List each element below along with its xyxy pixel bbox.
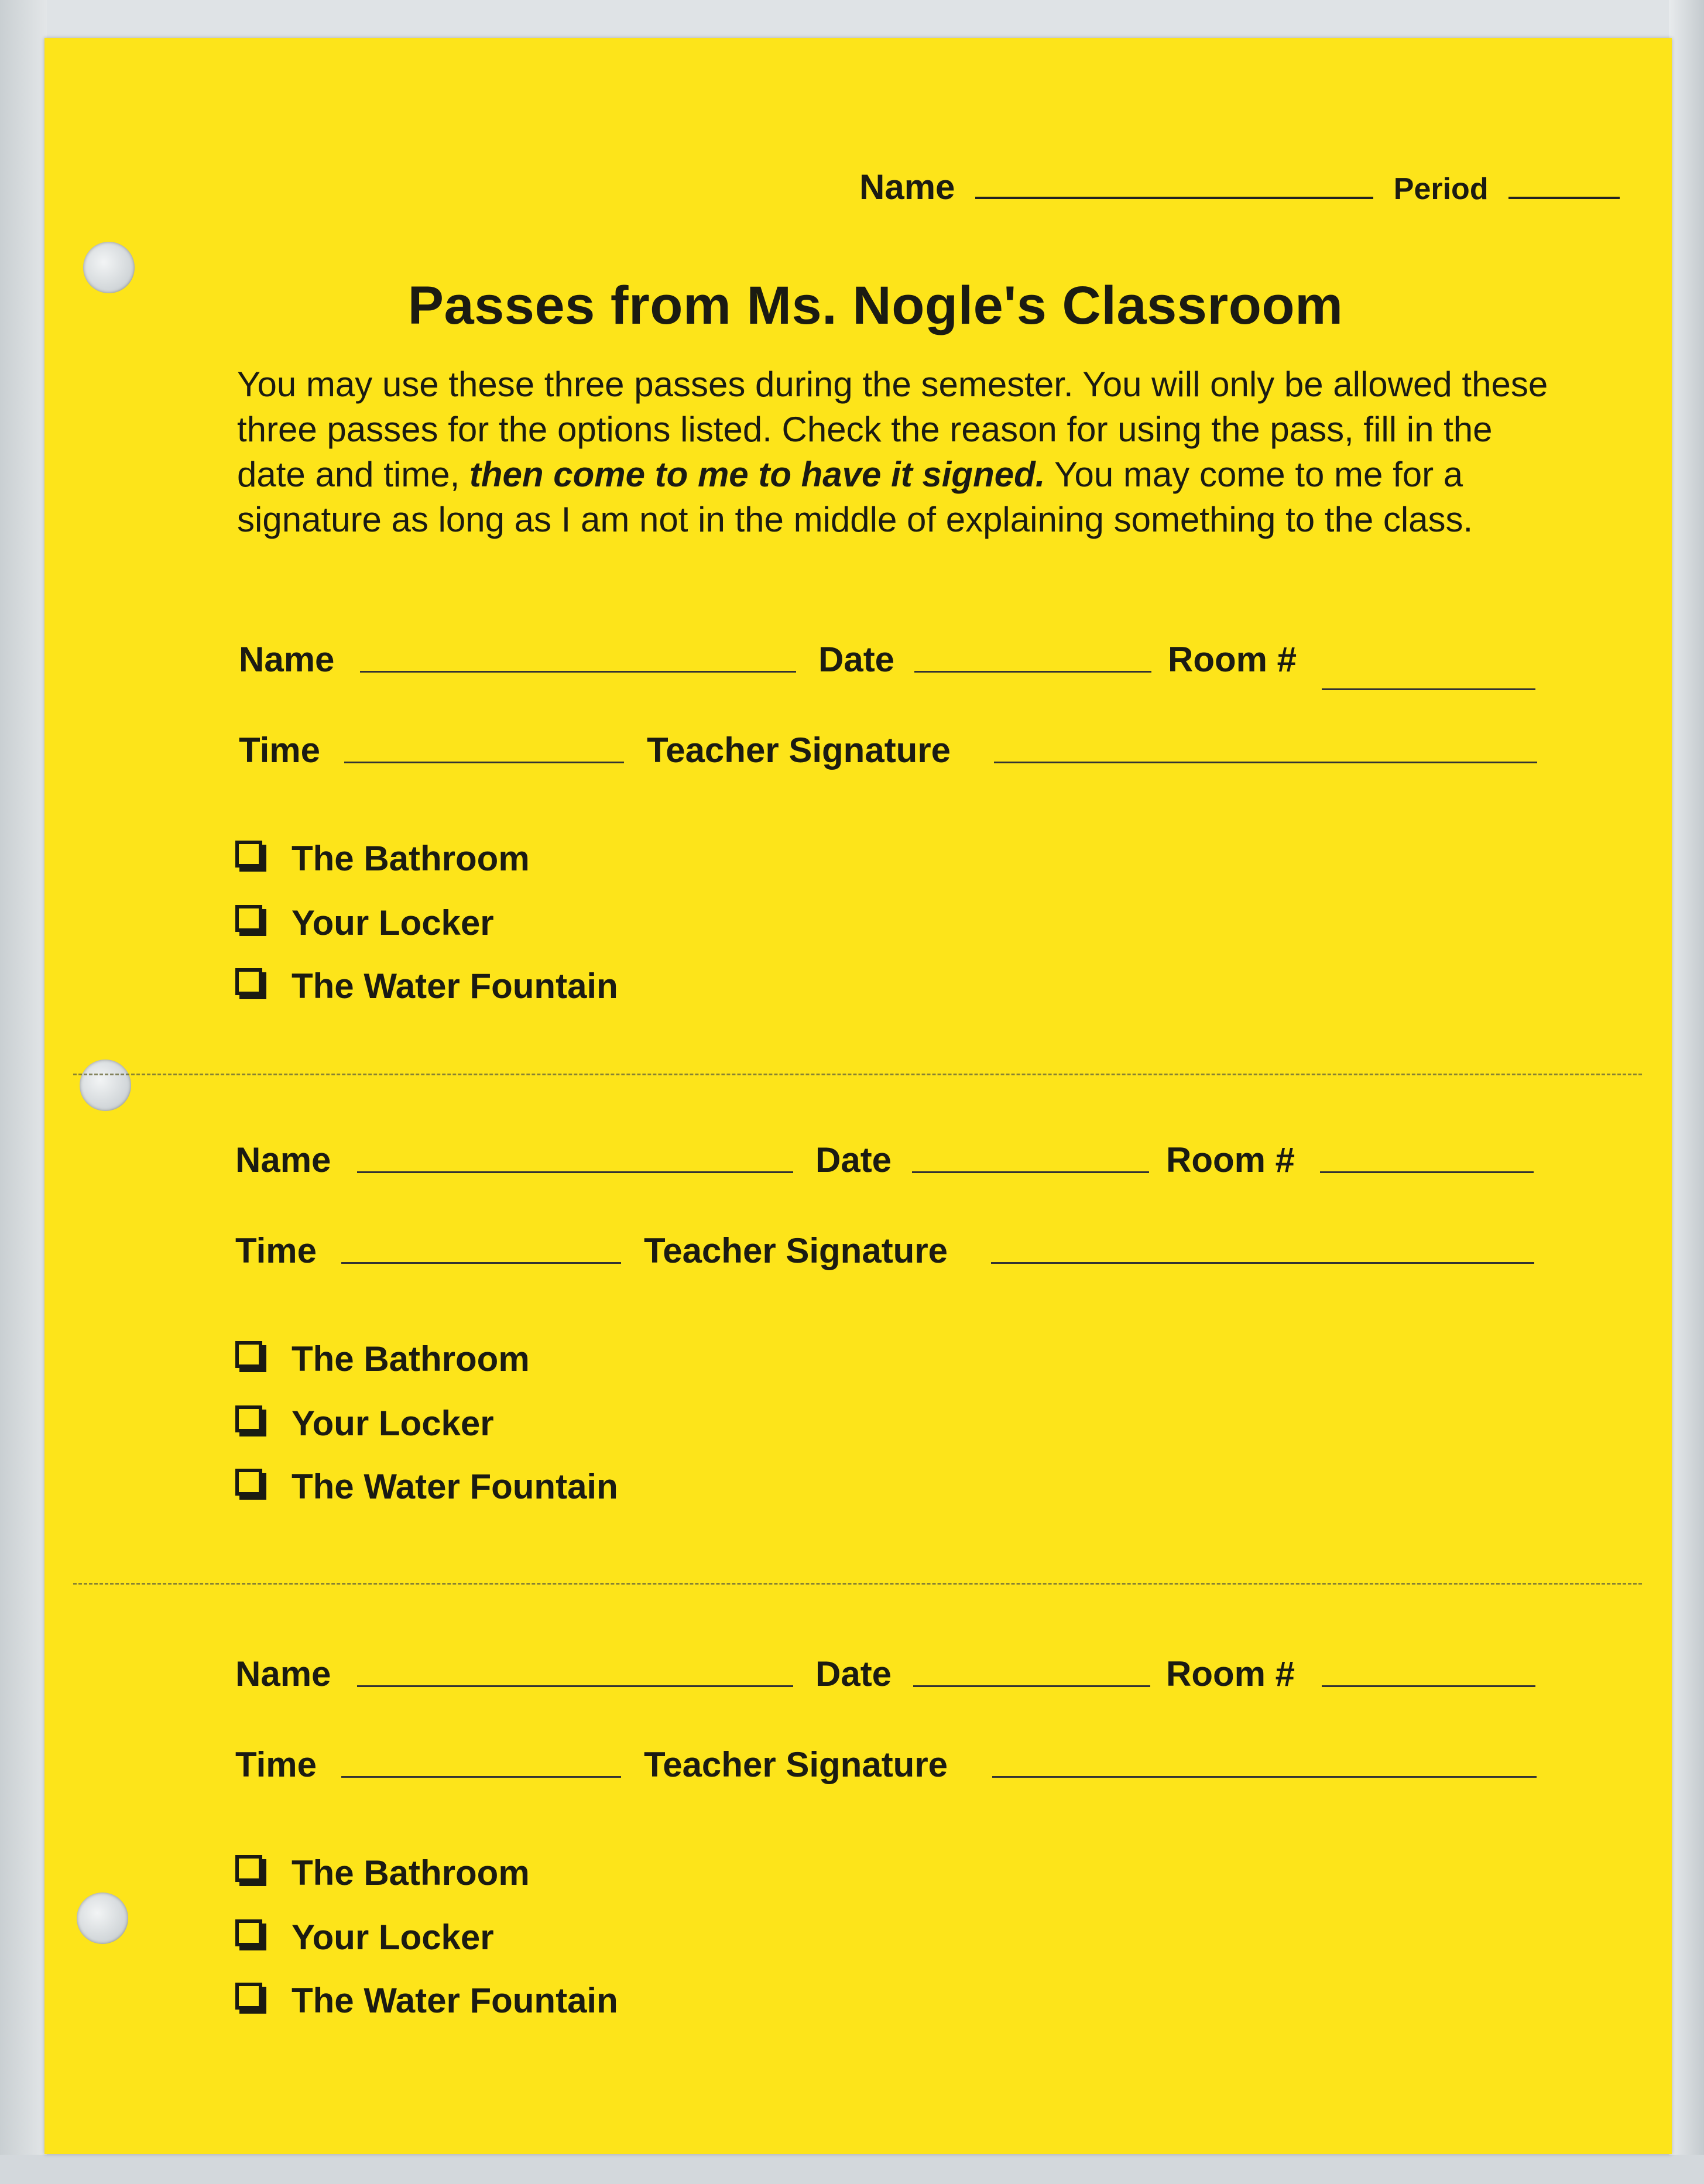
date-field[interactable] xyxy=(914,671,1151,673)
punch-hole-middle xyxy=(80,1060,131,1111)
room-label: Room # xyxy=(1166,1140,1295,1180)
instructions-emphasis: then come to me to have it signed. xyxy=(469,455,1045,494)
pass-section-2 xyxy=(234,1140,1557,1573)
option-label: Your Locker xyxy=(292,1404,494,1443)
date-label: Date xyxy=(815,1140,892,1180)
time-label: Time xyxy=(239,731,320,770)
date-field[interactable] xyxy=(912,1171,1149,1173)
room-label: Room # xyxy=(1166,1654,1295,1693)
name-field[interactable] xyxy=(357,1685,793,1687)
checkbox[interactable] xyxy=(235,1469,262,1496)
backdrop-bottom xyxy=(0,2155,1704,2184)
header-name-label: Name xyxy=(859,167,955,207)
header-period-label: Period xyxy=(1393,172,1489,206)
page-title: Passes from Ms. Nogle's Classroom xyxy=(407,276,1343,335)
checkbox[interactable] xyxy=(235,1983,262,2010)
name-field[interactable] xyxy=(357,1171,793,1173)
date-field[interactable] xyxy=(913,1685,1150,1687)
option-label: The Water Fountain xyxy=(292,1467,618,1506)
time-field[interactable] xyxy=(341,1776,621,1778)
option-label: Your Locker xyxy=(292,903,494,942)
time-field[interactable] xyxy=(344,762,624,763)
instructions-paragraph xyxy=(237,362,1554,542)
option-label: The Water Fountain xyxy=(292,966,618,1006)
instructions-text-end: You may come to me for a signature as long as I am not in the middle of explaining something to the class. xyxy=(237,455,1473,539)
option-label: The Bathroom xyxy=(292,839,530,878)
pass-section-1 xyxy=(234,639,1557,1072)
header-name-field[interactable] xyxy=(975,167,1373,199)
room-field[interactable] xyxy=(1322,688,1535,690)
room-field[interactable] xyxy=(1320,1171,1534,1173)
checkbox[interactable] xyxy=(235,968,262,995)
teacher-signature-field[interactable] xyxy=(991,1262,1534,1264)
header-name-period xyxy=(859,167,1620,207)
time-field[interactable] xyxy=(341,1262,621,1264)
cut-line-2 xyxy=(73,1583,1642,1585)
instructions-text: You may use these three passes during the semester. You will only be allowed these three passes for the options listed. Check the reason for using the pass, fill in the date and time, xyxy=(237,365,1548,494)
name-field[interactable] xyxy=(360,671,796,673)
punch-hole-bottom xyxy=(77,1892,128,1944)
backdrop xyxy=(0,0,1704,44)
checkbox[interactable] xyxy=(235,905,262,932)
checkbox[interactable] xyxy=(235,1341,262,1368)
name-label: Name xyxy=(235,1654,331,1693)
cut-line-1 xyxy=(73,1074,1642,1075)
pass-section-3 xyxy=(234,1654,1557,2087)
checkbox[interactable] xyxy=(235,1405,262,1432)
option-label: The Water Fountain xyxy=(292,1981,618,2020)
option-label: Your Locker xyxy=(292,1918,494,1957)
checkbox[interactable] xyxy=(235,1855,262,1882)
teacher-signature-field[interactable] xyxy=(994,762,1537,763)
checkbox[interactable] xyxy=(235,1919,262,1946)
date-label: Date xyxy=(818,640,895,679)
name-label: Name xyxy=(239,640,335,679)
name-label: Name xyxy=(235,1140,331,1180)
teacher-signature-label: Teacher Signature xyxy=(644,1745,948,1784)
header-period-field[interactable] xyxy=(1508,167,1620,199)
time-label: Time xyxy=(235,1231,317,1270)
room-label: Room # xyxy=(1168,640,1297,679)
teacher-signature-label: Teacher Signature xyxy=(647,731,951,770)
option-label: The Bathroom xyxy=(292,1339,530,1379)
teacher-signature-field[interactable] xyxy=(992,1776,1537,1778)
date-label: Date xyxy=(815,1654,892,1693)
teacher-signature-label: Teacher Signature xyxy=(644,1231,948,1270)
room-field[interactable] xyxy=(1322,1685,1535,1687)
checkbox[interactable] xyxy=(235,841,262,868)
option-label: The Bathroom xyxy=(292,1853,530,1892)
time-label: Time xyxy=(235,1745,317,1784)
